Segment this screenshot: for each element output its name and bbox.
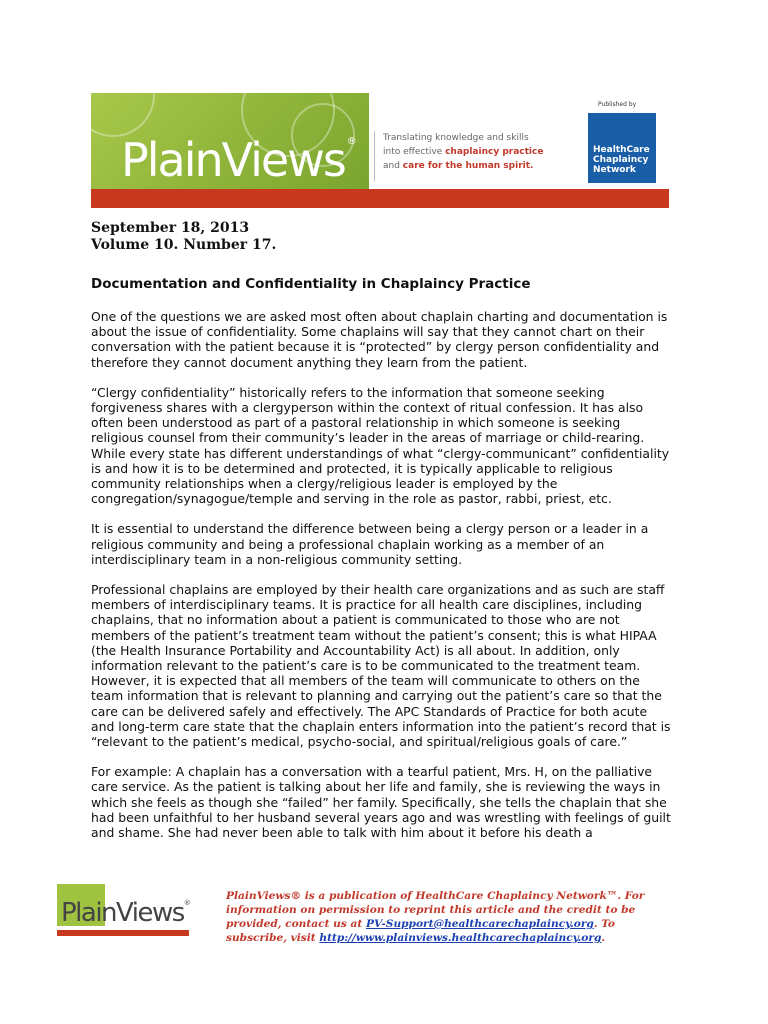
article-paragraph: It is essential to understand the difference between being a clergy person or a leader in a religious community and being a professional chaplain working as a member of an interdisciplinary team in a non-religious community setting. [91, 521, 649, 567]
tagline-line-1: Translating knowledge and skills [383, 133, 529, 143]
publisher-name: HealthCare Chaplaincy Network [593, 145, 650, 175]
issue-volume: Volume 10. Number 17. [91, 237, 277, 253]
tagline-highlight: chaplaincy practice [445, 147, 544, 157]
footer-logo-registered-mark: ® [183, 899, 190, 907]
logo-registered-mark: ® [346, 136, 355, 147]
subscribe-url-link[interactable]: http://www.plainviews.healthcarechaplaincy.org [319, 932, 602, 944]
footer-logo-views: Views [116, 898, 184, 928]
tagline-highlight: care for the human spirit. [402, 161, 534, 171]
banner-red-bar [91, 189, 669, 208]
swirl-decoration [91, 93, 155, 137]
footer-plainviews-logo [57, 884, 197, 942]
footer-logo-text [61, 900, 189, 926]
footer-note-text: PlainViews® is a publication of HealthCare Chaplaincy Network™. For information on permission to reprint this article and the credit to be provided, contact us at [226, 890, 645, 930]
tagline-line-3 [383, 159, 583, 173]
footer-note-text: . [601, 932, 606, 944]
footer-publication-note [226, 889, 666, 945]
logo-views-text: Views [221, 133, 345, 187]
footer-note-text: . To subscribe, visit [226, 918, 615, 944]
footer-logo-red-bar [57, 930, 189, 936]
tagline-text: into effective [383, 147, 446, 157]
plainviews-logo [121, 133, 355, 187]
article-paragraph: “Clergy confidentiality” historically refers to the information that someone seeking forgiveness shares with a clergyperson within the context of ritual confession. It has also often been understood as part of a pastoral relationship in which someone is seeking religious counsel from their community’s leader in the areas of marriage or child-rearing. While every state has different understandings of what “clergy-communicant” confidentiality is and how it is to be determined and protected, it is typically applicable to religious community relationships when a clergy/religious leader is employed by the congregation/synagogue/temple and serving in the role as pastor, rabbi, priest, etc. [91, 384, 670, 507]
support-email-link[interactable]: PV-Support@healthcarechaplaincy.org [365, 918, 594, 930]
article-paragraph: Professional chaplains are employed by their health care organizations and as such are staff members of interdisciplinary teams. It is practice for all health care disciplines, including chaplains, that no information about a patient is communicated to those who are not members of the patient’s treatment team without the patient’s consent; this is what HIPAA (the Health Insurance Portability and Accountability Act) is all about. In addition, only information relevant to the patient’s care is to be communicated to the treatment team. However, it is expected that all members of the team will communicate to others on the team information that is relevant to planning and carrying out the patient’s care so that the care can be delivered safely and effectively. The APC Standards of Practice for both acute and long-term care state that the chaplain enters information into the patient’s record that is “relevant to the patient’s medical, psycho-social, and spiritual/religious goals of care.” [91, 582, 671, 750]
footer-logo-plain: Plain [61, 898, 117, 928]
banner-tagline [383, 131, 583, 173]
masthead-banner [91, 93, 669, 208]
article-paragraph: One of the questions we are asked most often about chaplain charting and documentation is about the issue of confidentiality. Some chaplains will say that they cannot chart on their conversation with the patient because it is “protected” by clergy person confidentiality and therefore they cannot document anything they learn from the patient. [91, 309, 668, 370]
publisher-logo [588, 113, 656, 183]
logo-plain-text: Plain [121, 133, 222, 187]
article-title: Documentation and Confidentiality in Chaplaincy Practice [91, 276, 531, 292]
article-body [91, 220, 671, 840]
article-paragraph: For example: A chaplain has a conversation with a tearful patient, Mrs. H, on the palliative care service. As the patient is talking about her life and family, she is reviewing the ways in which she feels as though she “failed” her family. Specifically, she tells the chaplain that she had been unfaithful to her husband several years ago and was wrestling with feelings of guilt and shame. She had never been able to talk with him about it before his death a [91, 764, 671, 841]
banner-divider [374, 131, 375, 181]
tagline-text: and [383, 161, 403, 171]
banner-green-panel [91, 93, 369, 189]
tagline-line-2 [383, 145, 583, 159]
issue-date: September 18, 2013 [91, 220, 250, 236]
published-by-label: Published by [598, 101, 637, 108]
